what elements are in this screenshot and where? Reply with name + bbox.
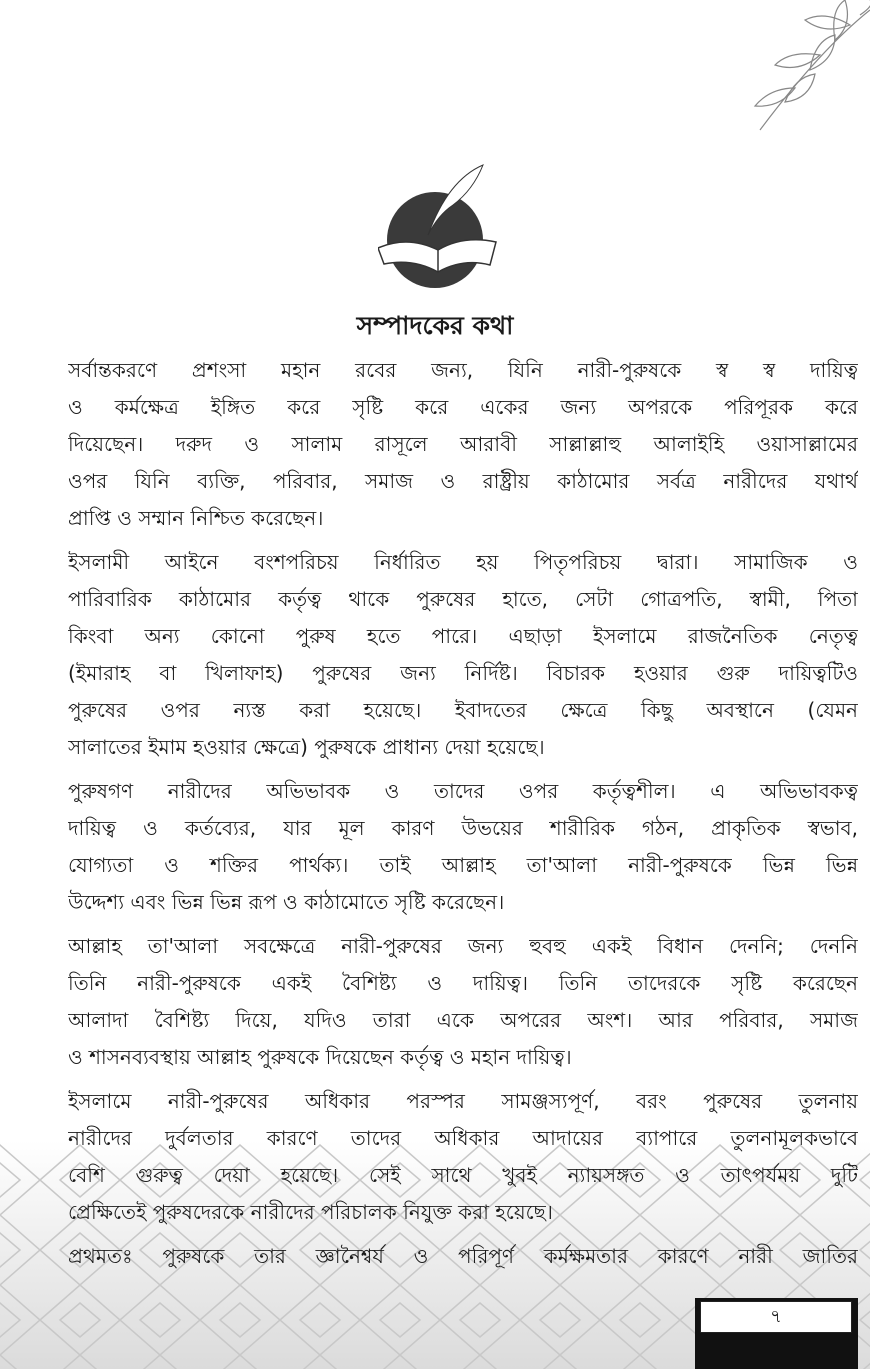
text-line: আলাদা বৈশিষ্ট্য দিয়ে, যদিও তারা একে অপরের অংশ। আর পরিবার, সমাজ xyxy=(68,1008,858,1032)
text-line: যোগ্যতা ও শক্তির পার্থক্য। তাই আল্লাহ তা'আলা নারী-পুরুষকে ভিন্ন ভিন্ন xyxy=(68,853,858,877)
body-text xyxy=(68,352,858,1282)
page-number: ৭ xyxy=(700,1301,852,1333)
text-line: ও কর্মক্ষেত্র ইঙ্গিত করে সৃষ্টি করে একের জন্য অপরকে পরিপূরক করে xyxy=(68,395,858,419)
text-line: প্রাপ্তি ও সম্মান নিশ্চিত করেছেন। xyxy=(68,506,324,530)
paragraph xyxy=(68,1083,858,1231)
text-line: বেশি গুরুত্ব দেয়া হয়েছে। সেই সাথে খুবই ন্যায়সঙ্গত ও তাৎপর্যময় দুটি xyxy=(68,1163,858,1187)
text-line: আল্লাহ তা'আলা সবক্ষেত্রে নারী-পুরুষের জন্য হুবহু একই বিধান দেননি; দেননি xyxy=(68,934,858,958)
text-line: প্রথমতঃ পুরুষকে তার জ্ঞানৈশ্বর্য ও পরিপূর্ণ কর্মক্ষমতার কারণে নারী জাতির xyxy=(68,1244,858,1268)
text-line: পুরুষগণ নারীদের অভিভাবক ও তাদের ওপর কর্তৃত্বশীল। এ অভিভাবকত্ব xyxy=(68,779,858,803)
text-line: পুরুষের ওপর ন্যস্ত করা হয়েছে। ইবাদতের ক্ষেত্রে কিছু অবস্থানে (যেমন xyxy=(68,698,858,722)
text-line: (ইমারাহ বা খিলাফাহ) পুরুষের জন্য নির্দিষ্ট। বিচারক হওয়ার গুরু দায়িত্বটিও xyxy=(68,661,858,685)
text-line: দিয়েছেন। দরুদ ও সালাম রাসূলে আরাবী সাল্লাল্লাহু আলাইহি ওয়াসাল্লামের xyxy=(68,432,858,456)
text-line: পারিবারিক কাঠামোর কর্তৃত্ব থাকে পুরুষের হাতে, সেটা গোত্রপতি, স্বামী, পিতা xyxy=(68,587,858,611)
paragraph xyxy=(68,928,858,1076)
text-line: ইসলামে নারী-পুরুষের অধিকার পরস্পর সামঞ্জস্যপূর্ণ, বরং পুরুষের তুলনায় xyxy=(68,1089,858,1113)
text-line: ইসলামী আইনে বংশপরিচয় নির্ধারিত হয় পিতৃপরিচয় দ্বারা। সামাজিক ও xyxy=(68,550,858,574)
text-line: দায়িত্ব ও কর্তব্যের, যার মূল কারণ উভয়ের শারীরিক গঠন, প্রাকৃতিক স্বভাব, xyxy=(68,816,858,840)
paragraph xyxy=(68,544,858,766)
text-line: সর্বান্তকরণে প্রশংসা মহান রবের জন্য, যিনি নারী-পুরুষকে স্ব স্ব দায়িত্ব xyxy=(68,358,858,382)
leaf-branch-decoration xyxy=(740,0,870,140)
quill-book-emblem xyxy=(378,160,498,290)
text-line: নারীদের দুর্বলতার কারণে তাদের অধিকার আদায়ের ব্যাপারে তুলনামূলকভাবে xyxy=(68,1126,858,1150)
paragraph xyxy=(68,1238,858,1275)
text-line: প্রেক্ষিতেই পুরুষদেরকে নারীদের পরিচালক নিযুক্ত করা হয়েছে। xyxy=(68,1200,553,1224)
text-line: ওপর যিনি ব্যক্তি, পরিবার, সমাজ ও রাষ্ট্রীয় কাঠামোর সর্বত্র নারীদের যথার্থ xyxy=(68,469,858,493)
text-line: তিনি নারী-পুরুষকে একই বৈশিষ্ট্য ও দায়িত্ব। তিনি তাদেরকে সৃষ্টি করেছেন xyxy=(68,971,858,995)
text-line: সালাতের ইমাম হওয়ার ক্ষেত্রে) পুরুষকে প্রাধান্য দেয়া হয়েছে। xyxy=(68,735,545,759)
text-line: উদ্দেশ্য এবং ভিন্ন ভিন্ন রূপ ও কাঠামোতে সৃষ্টি করেছেন। xyxy=(68,890,505,914)
page-title: সম্পাদকের কথা xyxy=(356,311,514,340)
text-line: কিংবা অন্য কোনো পুরুষ হতে পারে। এছাড়া ইসলামে রাজনৈতিক নেতৃত্ব xyxy=(68,624,858,648)
paragraph xyxy=(68,773,858,921)
text-line: ও শাসনব্যবস্থায় আল্লাহ পুরুষকে দিয়েছেন কর্তৃত্ব ও মহান দায়িত্ব। xyxy=(68,1045,572,1069)
paragraph xyxy=(68,352,858,537)
